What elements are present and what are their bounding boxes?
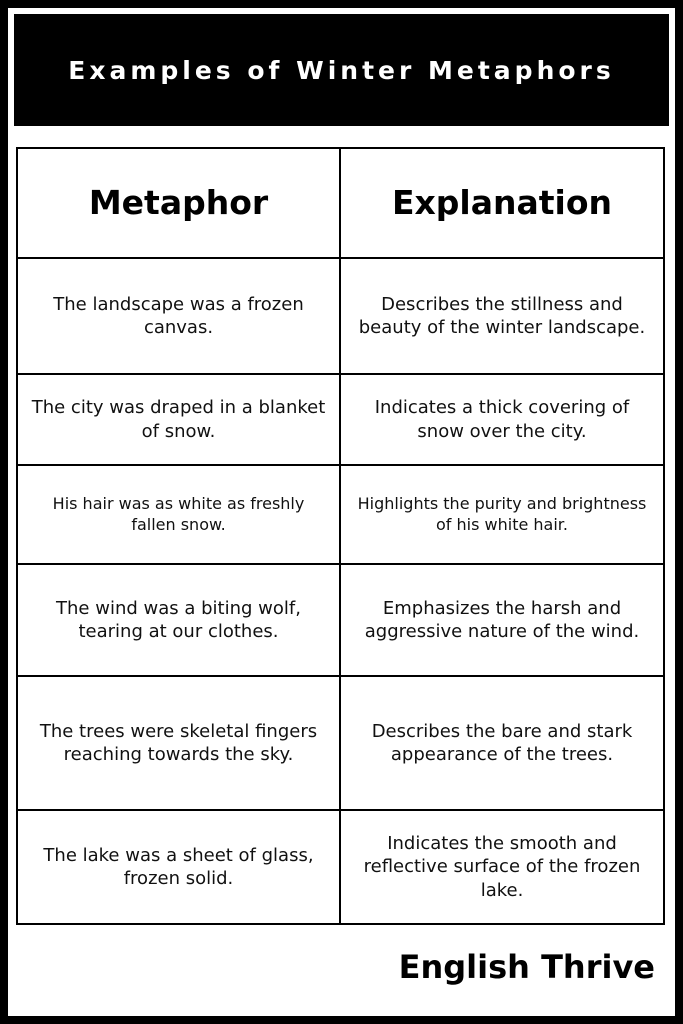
metaphor-cell: The trees were skeletal fingers reaching towards the sky. — [18, 677, 341, 809]
table-header-row — [18, 149, 663, 259]
table-row — [18, 811, 663, 923]
table-row — [18, 677, 663, 811]
explanation-cell: Emphasizes the harsh and aggressive nature of the wind. — [364, 597, 640, 642]
column-header-explanation: Explanation — [391, 182, 613, 222]
page-title: Examples of Winter Metaphors — [14, 14, 669, 126]
column-header-metaphor: Metaphor — [18, 149, 341, 257]
metaphor-cell: The landscape was a frozen canvas. — [18, 259, 341, 373]
table-row — [18, 565, 663, 677]
explanation-cell: Highlights the purity and brightness of his white hair. — [357, 493, 647, 534]
metaphor-cell: His hair was as white as freshly fallen snow. — [18, 466, 341, 563]
explanation-cell: Describes the stillness and beauty of the winter landscape. — [358, 293, 646, 338]
explanation-cell: Indicates the smooth and reflective surface of the frozen lake. — [363, 832, 641, 901]
explanation-cell: Describes the bare and stark appearance of the trees. — [371, 720, 633, 765]
table-row — [18, 259, 663, 375]
explanation-cell: Indicates a thick covering of snow over the city. — [374, 397, 630, 442]
metaphor-cell: The wind was a biting wolf, tearing at our clothes. — [18, 565, 341, 675]
metaphor-cell: The city was draped in a blanket of snow. — [18, 375, 341, 464]
metaphor-cell: The lake was a sheet of glass, frozen solid. — [18, 811, 341, 923]
metaphor-table — [16, 147, 665, 925]
table-row — [18, 466, 663, 565]
table-row — [18, 375, 663, 466]
brand-logo-text: English Thrive — [398, 948, 655, 986]
page-frame — [8, 8, 675, 1016]
